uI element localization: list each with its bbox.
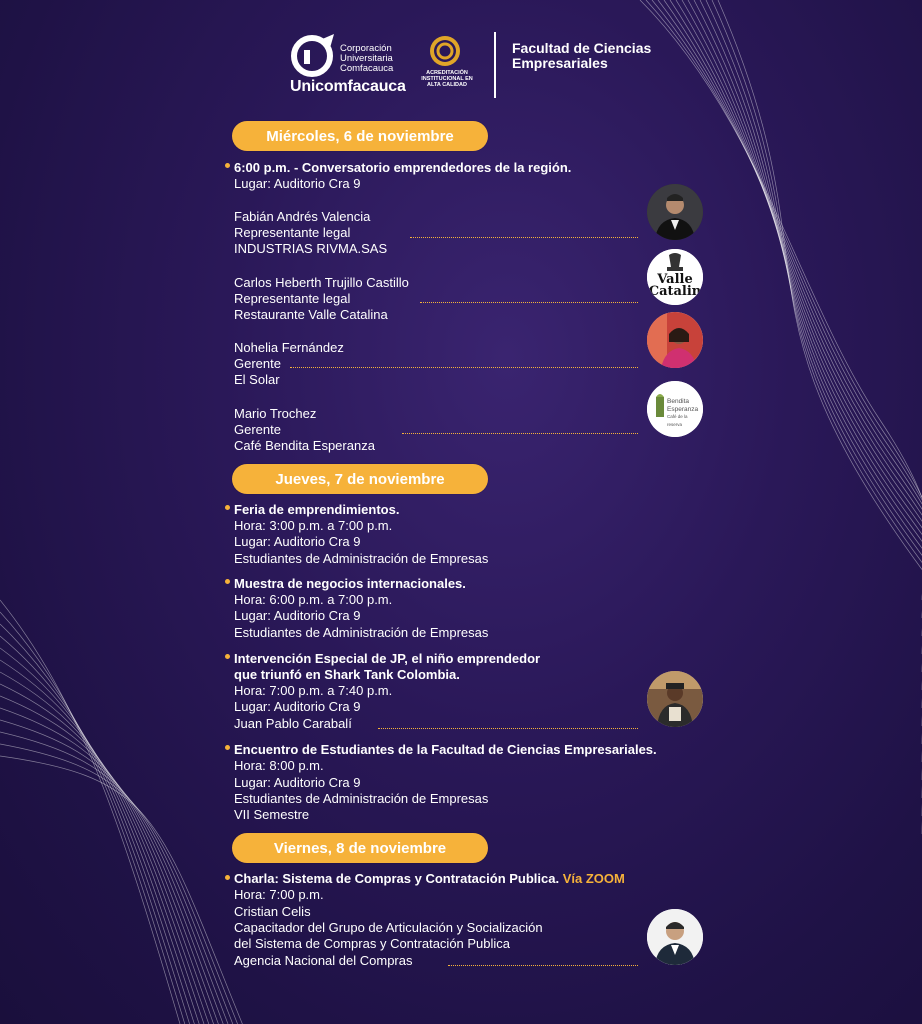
wave-line [0,684,214,1024]
speaker-avatar [647,671,703,727]
wave-line [0,720,228,1024]
bullet-icon [225,579,230,584]
speaker-avatar [647,312,703,368]
day-pill-wednesday: Miércoles, 6 de noviembre [232,121,488,151]
valle-catalina-logo-text: Valle Catalin [648,272,702,299]
day-pill-thursday: Jueves, 7 de noviembre [232,464,488,494]
acreditation-seal-icon [428,34,462,68]
speaker-role: Gerente [234,422,281,437]
wave-line [688,0,922,744]
event-detail: del Sistema de Compras y Contratación Publica [234,936,511,951]
event-detail: Hora: 7:00 p.m. a 7:40 p.m. [234,683,393,698]
speaker-name: Nohelia Fernández [234,340,344,355]
acreditation-text: ACREDITACIÓN INSTITUCIONAL EN ALTA CALIDAD [421,70,473,88]
dotted-connector [410,237,638,238]
event-title-continued: que triunfó en Shark Tank Colombia. [234,667,460,682]
event-detail: Cristian Celis [234,904,311,919]
event-detail: Estudiantes de Administración de Empresas [234,551,489,566]
person-photo-icon [647,312,703,368]
speaker-avatar [647,184,703,240]
event-detail: Lugar: Auditorio Cra 9 [234,534,361,549]
wave-line [0,696,218,1024]
wave-line [0,756,242,1024]
event-detail: Lugar: Auditorio Cra 9 [234,608,361,623]
wave-line [0,612,185,1024]
event-detail: Hora: 7:00 p.m. [234,887,324,902]
person-photo-icon [647,671,703,727]
wave-line [718,0,922,834]
event-title-text: Charla: Sistema de Compras y Contratación Publica. [234,871,560,886]
wave-line [682,0,922,726]
bullet-icon [225,875,230,880]
dotted-connector [420,302,638,303]
wave-line [0,648,199,1024]
speaker-name: Carlos Heberth Trujillo Castillo [234,275,409,290]
logo-text-line: Café de la reserva [667,414,688,427]
event-detail: Agencia Nacional del Compras [234,953,413,968]
event-title: Intervención Especial de JP, el niño emprendedor [234,651,541,666]
dotted-connector [378,728,638,729]
speaker-org: Restaurante Valle Catalina [234,307,388,322]
wave-line [0,636,194,1024]
dotted-connector [448,965,638,966]
dotted-connector [290,367,638,368]
wave-line [694,0,922,762]
bullet-icon [225,654,230,659]
event-place: Lugar: Auditorio Cra 9 [234,176,361,191]
bullet-icon [225,163,230,168]
speaker-name: Mario Trochez [234,406,317,421]
wave-line [0,624,190,1024]
zoom-label: Vía ZOOM [562,871,625,886]
wave-line [0,708,223,1024]
faculty-title: Facultad de Ciencias Empresariales [512,40,652,71]
speaker-role: Representante legal [234,225,351,240]
logo-text-line: Esperanza [667,405,699,413]
event-title [234,871,625,887]
wave-line [0,672,209,1024]
event-title: Muestra de negocios internacionales. [234,576,466,591]
event-detail: Juan Pablo Carabalí [234,716,352,731]
valle-catalina-logo [647,249,703,305]
event-detail: Hora: 6:00 p.m. a 7:00 p.m. [234,592,393,607]
event-detail: Capacitador del Grupo de Articulación y Socialización [234,920,543,935]
wave-line [0,600,180,1024]
day-pill-friday: Viernes, 8 de noviembre [232,833,488,863]
logo-small-text: Corporación Universitaria Comfacauca [340,43,394,74]
bendita-esperanza-logo-text [667,398,703,428]
person-photo-icon [647,184,703,240]
header-divider [494,32,496,98]
speaker-role: Representante legal [234,291,351,306]
unicomfacauca-logo-icon [290,34,338,78]
wave-line [706,0,922,798]
event-detail: Lugar: Auditorio Cra 9 [234,699,361,714]
wave-line [0,660,204,1024]
speaker-role: Gerente [234,356,281,371]
bullet-icon [225,505,230,510]
event-detail: Estudiantes de Administración de Empresas [234,791,489,806]
speaker-avatar [647,909,703,965]
event-detail: Lugar: Auditorio Cra 9 [234,775,361,790]
event-title: 6:00 p.m. - Conversatorio emprendedores de la región. [234,160,572,175]
wave-line [646,0,922,618]
event-title: Encuentro de Estudiantes de la Facultad de Ciencias Empresariales. [234,742,657,757]
speaker-name: Fabián Andrés Valencia [234,209,371,224]
wave-line [700,0,922,780]
dotted-connector [402,433,638,434]
person-photo-icon [647,909,703,965]
header-logos [290,32,652,102]
wave-line [670,0,922,690]
event-detail: Hora: 8:00 p.m. [234,758,324,773]
logo-text-line: Bendita [667,398,690,405]
bendita-esperanza-logo [647,381,703,437]
event-title: Feria de emprendimientos. [234,502,400,517]
event-detail: Hora: 3:00 p.m. a 7:00 p.m. [234,518,393,533]
event-detail: Estudiantes de Administración de Empresas [234,625,489,640]
logo-name: Unicomfacauca [290,78,406,95]
speaker-org: INDUSTRIAS RIVMA.SAS [234,241,388,256]
event-detail: VII Semestre [234,807,310,822]
wave-line [676,0,922,708]
speaker-org: Café Bendita Esperanza [234,438,375,453]
wave-line [0,744,238,1024]
wave-line [712,0,922,816]
speaker-org: El Solar [234,372,280,387]
bullet-icon [225,745,230,750]
wave-line [0,732,233,1024]
